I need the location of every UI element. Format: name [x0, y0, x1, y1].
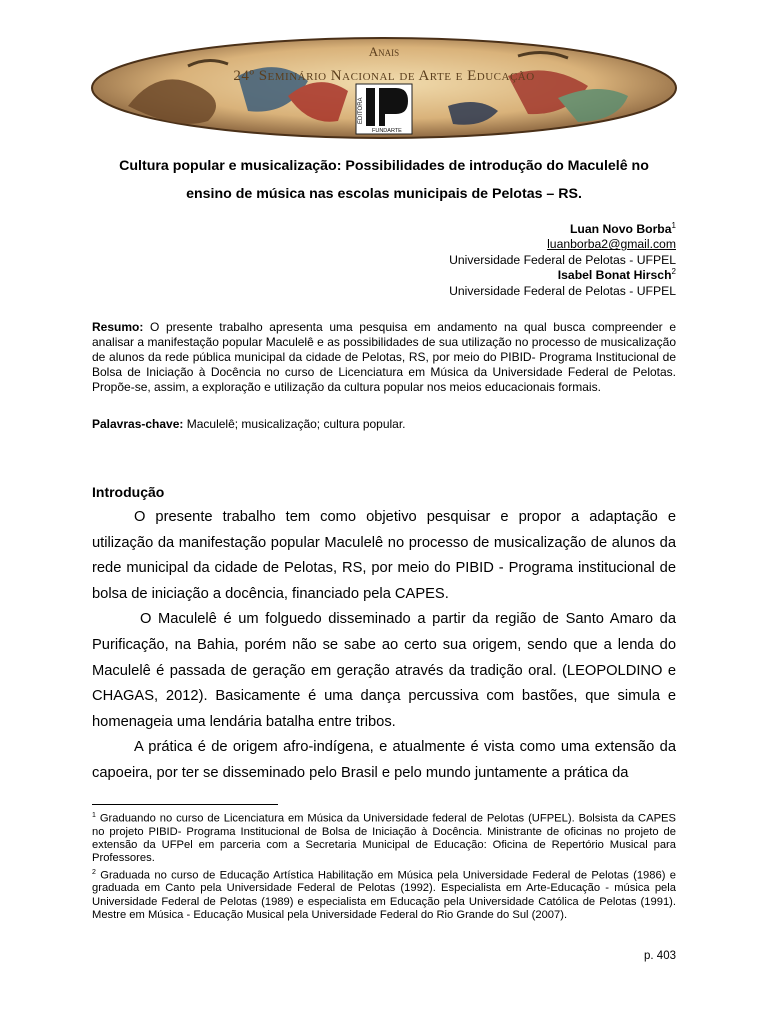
authors-block — [256, 222, 676, 299]
section-heading-introducao: Introdução — [92, 484, 165, 500]
title-line-1: Cultura popular e musicalização: Possibilidades de introdução do Maculelê no — [119, 158, 649, 174]
footnote-1-text: Graduando no curso de Licenciatura em Música da Universidade federal de Pelotas (UFPEL). Bolsista da CAPES no projeto PIBID- Programa Institucional de Bolsa de Iniciação à Docência. Ministrante de oficinas no projeto de extensão da UFPel em parceria com a Secretaria Municipal de Educação: Oficina de Repertório Musical para Professores. — [92, 812, 676, 865]
keywords-label: Palavras-chave: — [92, 417, 184, 431]
author1-email-link[interactable]: luanborba2@gmail.com — [547, 237, 676, 252]
footnote-1-mark: 1 — [92, 812, 96, 819]
footnote-2-mark: 2 — [92, 868, 96, 876]
banner-seminar-text: 24º Seminário Nacional de Arte e Educação — [233, 68, 535, 84]
author2-affiliation: Universidade Federal de Pelotas - UFPEL — [449, 283, 676, 298]
body-paragraph-2: O Maculelê é um folguedo disseminado a partir da região de Santo Amaro da Purificação, na Bahia, porém não se sabe ao certo sua origem, sendo que a lenda do Maculelê é passada de geração em geração através da tradição oral. (LEOPOLDINO e CHAGAS, 2012). Basicamente é uma dança percussiva com bastões, que simula e homenageia uma lendária batalha entre tribos. — [92, 611, 676, 730]
logo-vertical-text: EDITORA — [358, 97, 364, 124]
footnotes — [92, 809, 676, 922]
fundarte-logo — [356, 84, 412, 134]
abstract — [92, 320, 676, 395]
keywords-text: Maculelê; musicalização; cultura popular. — [183, 417, 406, 431]
footnote-separator — [92, 804, 278, 805]
conference-banner — [88, 36, 680, 140]
footnote-2 — [92, 866, 676, 923]
banner-anais-text: Anais — [368, 44, 400, 59]
title-line-2: ensino de música nas escolas municipais de Pelotas – RS. — [186, 186, 582, 202]
author1-footnote-mark[interactable]: 1 — [671, 220, 676, 230]
body-paragraph-1: O presente trabalho tem como objetivo pesquisar e propor a adaptação e utilização da manifestação popular Maculelê no processo de musicalização de alunos da rede municipal da cidade de Pelotas, RS, por meio do PIBID - Programa institucional de bolsa de iniciação a docência, financiado pela CAPES. — [92, 509, 676, 602]
abstract-label: Resumo: — [92, 320, 144, 334]
footnote-2-text: Graduada no curso de Educação Artística Habilitação em Música pela Universidade Federal de Pelotas (1986) e graduada em Canto pela Universidade Federal de Pelotas (1992). Especialista em Arte-Educação - música pela Universidade Federal de Pelotas (1989) e especialista em Educação pela Universidade Católica de Pelotas (1991). Mestre em Música - Educação Musical pela Universidade Federal do Rio Grande do Sul (2007). — [92, 869, 676, 921]
logo-bottom-text: FUNDARTE — [372, 128, 402, 134]
author1-name: Luan Novo Borba — [569, 222, 672, 236]
paper-title — [84, 152, 684, 208]
keywords — [92, 417, 676, 432]
footnote-1 — [92, 809, 676, 866]
author2-footnote-mark[interactable]: 2 — [671, 267, 676, 277]
body-text — [92, 505, 676, 787]
abstract-text: O presente trabalho apresenta uma pesquisa em andamento na qual busca compreender e analisar a manifestação popular Maculelê e as possibilidades de sua utilização no processo de musicalização de alunos da rede pública municipal da cidade de Pelotas, RS, por meio do PIBID- Programa Institucional de Bolsa de Iniciação à Docência no curso de Licenciatura em Música da Universidade Federal de Pelotas. Propõe-se, assim, a exploração e utilização da cultura popular nos meios educacionais formais. — [92, 320, 676, 395]
banner-graphic — [88, 36, 680, 140]
author1-affiliation: Universidade Federal de Pelotas - UFPEL — [449, 252, 676, 267]
page-number: p. 403 — [644, 950, 676, 962]
author2-name: Isabel Bonat Hirsch — [557, 268, 672, 283]
body-paragraph-3: A prática é de origem afro-indígena, e atualmente é vista como uma extensão da capoeira, por ter se disseminado pelo Brasil e pelo mundo juntamente a prática da — [92, 739, 676, 781]
